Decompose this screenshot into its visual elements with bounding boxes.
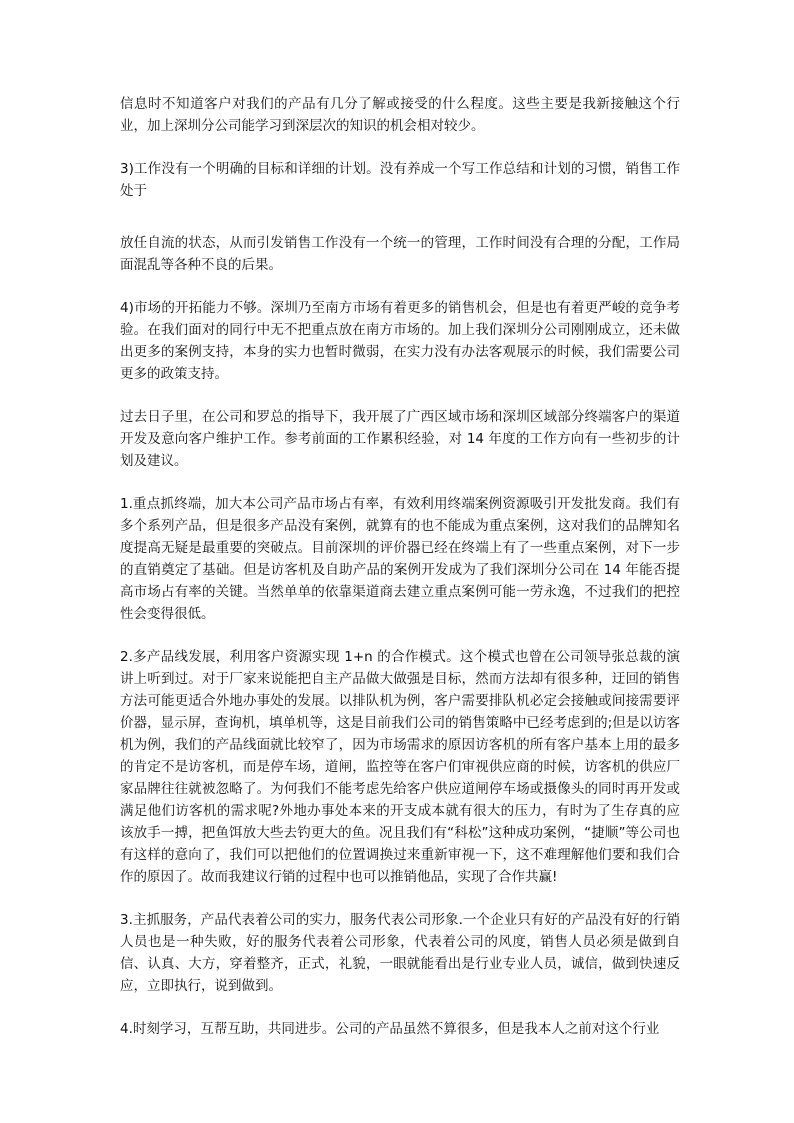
- paragraph-4: 4)市场的开拓能力不够。深圳乃至南方市场有着更多的销售机会，但是也有着更严峻的竞争考验。在我们面对的同行中无不把重点放在南方市场的。加上我们深圳分公司刚刚成立，还未做出更多的案例支持，本身的实力也暂时微弱，在实力没有办法客观展示的时候，我们需要公司更多的政策支持。: [120, 300, 680, 382]
- paragraph-9: 4.时刻学习，互帮互助，共同进步。公司的产品虽然不算很多，但是我本人之前对这个行业: [120, 1021, 660, 1037]
- document-page: [120, 93, 680, 1040]
- paragraph-2: 3)工作没有一个明确的目标和详细的计划。没有养成一个写工作总结和计划的习惯，销售工作处于: [120, 161, 680, 199]
- paragraph-1: 信息时不知道客户对我们的产品有几分了解或接受的什么程度。这些主要是我新接触这个行业，加上深圳分公司能学习到深层次的知识的机会相对较少。: [120, 96, 680, 134]
- paragraph-3: 放任自流的状态，从而引发销售工作没有一个统一的管理，工作时间没有合理的分配，工作局面混乱等各种不良的后果。: [120, 235, 680, 273]
- paragraph-6: 1.重点抓终端，加大本公司产品市场占有率，有效利用终端案例资源吸引开发批发商。我们有多个系列产品，但是很多产品没有案例，就算有的也不能成为重点案例，这对我们的品牌知名度提高无疑是最重要的突破点。目前深圳的评价器已经在终端上有了一些重点案例，对下一步的直销奠定了基础。但是访客机及自助产品的案例开发成为了我们深圳分公司在 14 年能否提高市场占有率的关键。当然单单的依靠渠道商去建立重点案例可能一劳永逸，不过我们的把控性会变得很低。: [120, 496, 680, 622]
- paragraph-8: 3.主抓服务，产品代表着公司的实力，服务代表公司形象.一个企业只有好的产品没有好的行销人员也是一种失败，好的服务代表着公司形象，代表着公司的风度，销售人员必须是做到自信、认真、大方，穿着整齐，正式，礼貌，一眼就能看出是行业专业人员，诚信，做到快速反应，立即执行，说到做到。: [120, 912, 680, 994]
- paragraph-5: 过去日子里，在公司和罗总的指导下，我开展了广西区域市场和深圳区域部分终端客户的渠道开发及意向客户维护工作。参考前面的工作累积经验，对 14 年度的工作方向有一些初步的计划及建议。: [120, 409, 680, 469]
- paragraph-7: 2.多产品线发展，利用客户资源实现 1+n 的合作模式。这个模式也曾在公司领导张总裁的演讲上听到过。对于厂家来说能把自主产品做大做强是目标，然而方法却有很多种，迂回的销售方法可能更适合外地办事处的发展。以排队机为例，客户需要排队机必定会接触或间接需要评价器，显示屏，查询机，填单机等，这是目前我们公司的销售策略中已经考虑到的;但是以访客机为例，我们的产品线面就比较窄了，因为市场需求的原因访客机的所有客户基本上用的最多的肯定不是访客机，而是停车场，道闸，监控等在客户们审视供应商的时候，访客机的供应厂家品牌往往就被忽略了。为何我们不能考虑先给客户供应道闸停车场或摄像头的同时再开发或满足他们访客机的需求呢?外地办事处本来的开支成本就有很大的压力，有时为了生存真的应该放手一搏，把鱼饵放大些去钓更大的鱼。况且我们有“科松”这种成功案例，“捷顺”等公司也有这样的意向了，我们可以把他们的位置调换过来重新审视一下，这不难理解他们要和我们合作的原因了。故而我建议行销的过程中也可以推销他品，实现了合作共赢!: [120, 649, 680, 885]
